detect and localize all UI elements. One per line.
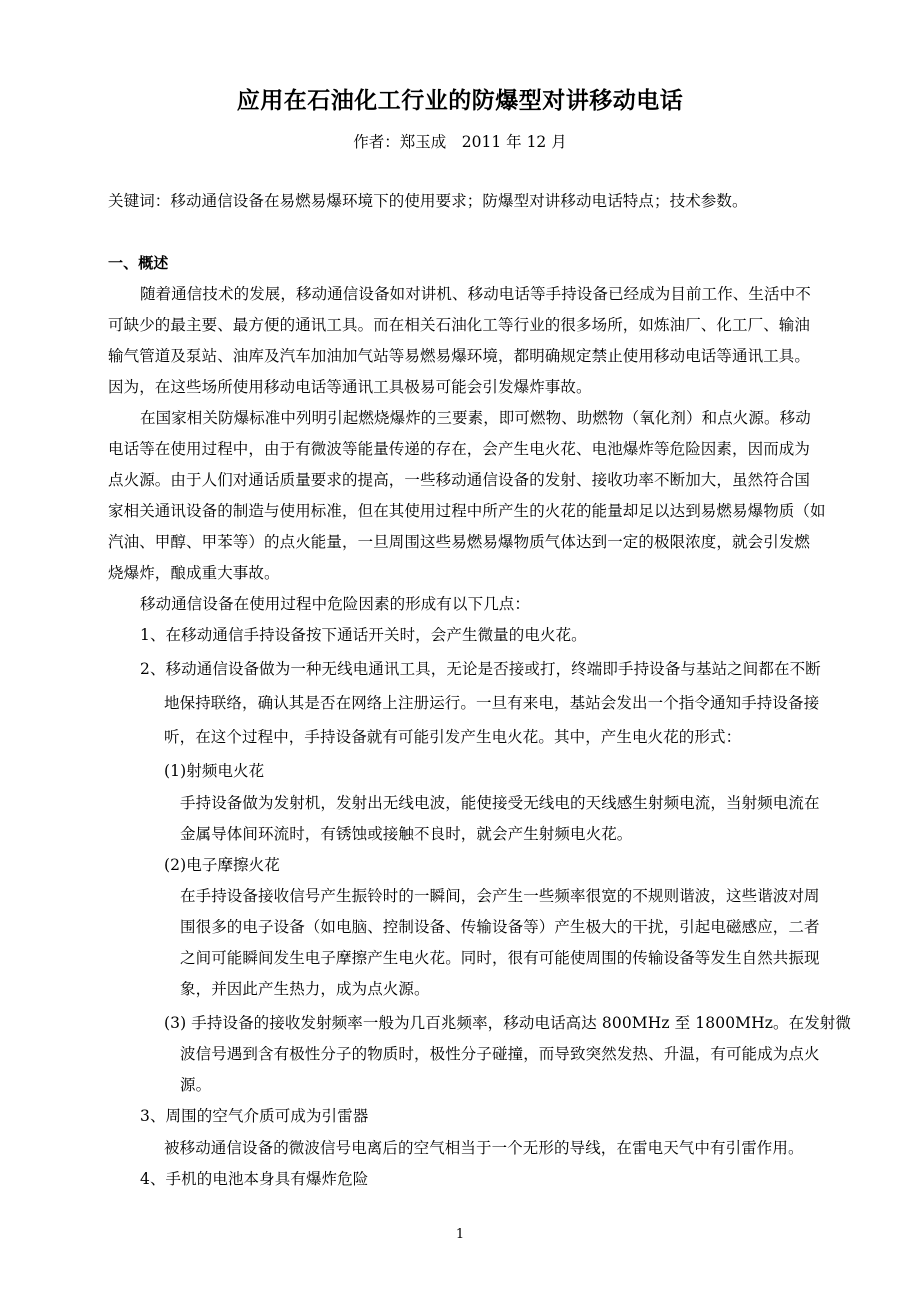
paragraph-line: 可缺少的最主要、最方便的通讯工具。而在相关石油化工等行业的很多场所，如炼油厂、化工厂、输油 xyxy=(108,316,811,334)
section-heading: 一、概述 xyxy=(108,254,169,272)
list-item-line: 听，在这个过程中，手持设备就有可能引发产生电火花。其中，产生电火花的形式： xyxy=(164,728,742,746)
author-date-line: 作者：郑玉成 2011 年 12 月 xyxy=(353,133,567,151)
sub-item-line: 金属导体间环流时，有锈蚀或接触不良时，就会产生射频电火花。 xyxy=(180,825,633,843)
sub-item-line: 在手持设备接收信号产生振铃时的一瞬间，会产生一些频率很宽的不规则谐波，这些谐波对周 xyxy=(180,887,820,905)
sub-item-line: 波信号遇到含有极性分子的物质时，极性分子碰撞，而导致突然发热、升温，有可能成为点火 xyxy=(180,1045,820,1063)
sub-item-line: 象，并因此产生热力，成为点火源。 xyxy=(180,980,430,998)
sub-item-line: 源。 xyxy=(180,1076,212,1094)
sub-item-line: (3) 手持设备的接收发射频率一般为几百兆频率，移动电话高达 800MHz 至 1800MHz。在发射微 xyxy=(164,1014,852,1032)
sub-item-line: 之间可能瞬间发生电子摩擦产生电火花。同时，很有可能使周围的传输设备等发生自然共振现 xyxy=(180,949,820,967)
paragraph-line: 因为，在这些场所使用移动电话等通讯工具极易可能会引发爆炸事故。 xyxy=(108,378,592,396)
sub-item-heading: (1)射频电火花 xyxy=(164,762,265,780)
paragraph-line: 汽油、甲醇、甲苯等）的点火能量，一旦周围这些易燃易爆物质气体达到一定的极限浓度，就会引发燃 xyxy=(108,533,811,551)
paragraph-line: 家相关通讯设备的制造与使用标准，但在其使用过程中所产生的火花的能量却足以达到易燃易爆物质（如 xyxy=(108,502,826,520)
paragraph-line: 在国家相关防爆标准中列明引起燃烧爆炸的三要素，即可燃物、助燃物（氧化剂）和点火源。移动 xyxy=(140,409,811,427)
list-item: 4、手机的电池本身具有爆炸危险 xyxy=(140,1170,369,1188)
paragraph-line: 烧爆炸，酿成重大事故。 xyxy=(108,564,280,582)
page-number: 1 xyxy=(455,1227,465,1242)
sub-item-heading: (2)电子摩擦火花 xyxy=(164,856,280,874)
paragraph-line: 电话等在使用过程中，由于有微波等能量传递的存在，会产生电火花、电池爆炸等危险因素，因而成为 xyxy=(108,440,811,458)
sub-item-line: 围很多的电子设备（如电脑、控制设备、传输设备等）产生极大的干扰，引起电磁感应，二者 xyxy=(180,918,820,936)
sub-item-line: 手持设备做为发射机，发射出无线电波，能使接受无线电的天线感生射频电流，当射频电流在 xyxy=(180,794,820,812)
paragraph-line: 随着通信技术的发展，移动通信设备如对讲机、移动电话等手持设备已经成为目前工作、生活中不 xyxy=(140,285,811,303)
keywords-line: 关键词：移动通信设备在易燃易爆环境下的使用要求；防爆型对讲移动电话特点；技术参数。 xyxy=(108,192,748,210)
list-item: 3、周围的空气介质可成为引雷器 xyxy=(140,1107,369,1125)
list-item-line: 被移动通信设备的微波信号电离后的空气相当于一个无形的导线，在雷电天气中有引雷作用。 xyxy=(164,1139,804,1157)
paragraph-line: 移动通信设备在使用过程中危险因素的形成有以下几点： xyxy=(140,595,531,613)
list-item-line: 地保持联络，确认其是否在网络上注册运行。一旦有来电，基站会发出一个指令通知手持设备接 xyxy=(164,694,820,712)
list-item: 1、在移动通信手持设备按下通话开关时，会产生微量的电火花。 xyxy=(140,626,587,644)
document-title: 应用在石油化工行业的防爆型对讲移动电话 xyxy=(236,88,684,114)
paragraph-line: 输气管道及泵站、油库及汽车加油加气站等易燃易爆环境，都明确规定禁止使用移动电话等通讯工具。 xyxy=(108,347,811,365)
paragraph-line: 点火源。由于人们对通话质量要求的提高，一些移动通信设备的发射、接收功率不断加大，虽然符合国 xyxy=(108,471,811,489)
list-item: 2、移动通信设备做为一种无线电通讯工具，无论是否接或打，终端即手持设备与基站之间都在不断 xyxy=(140,660,821,678)
